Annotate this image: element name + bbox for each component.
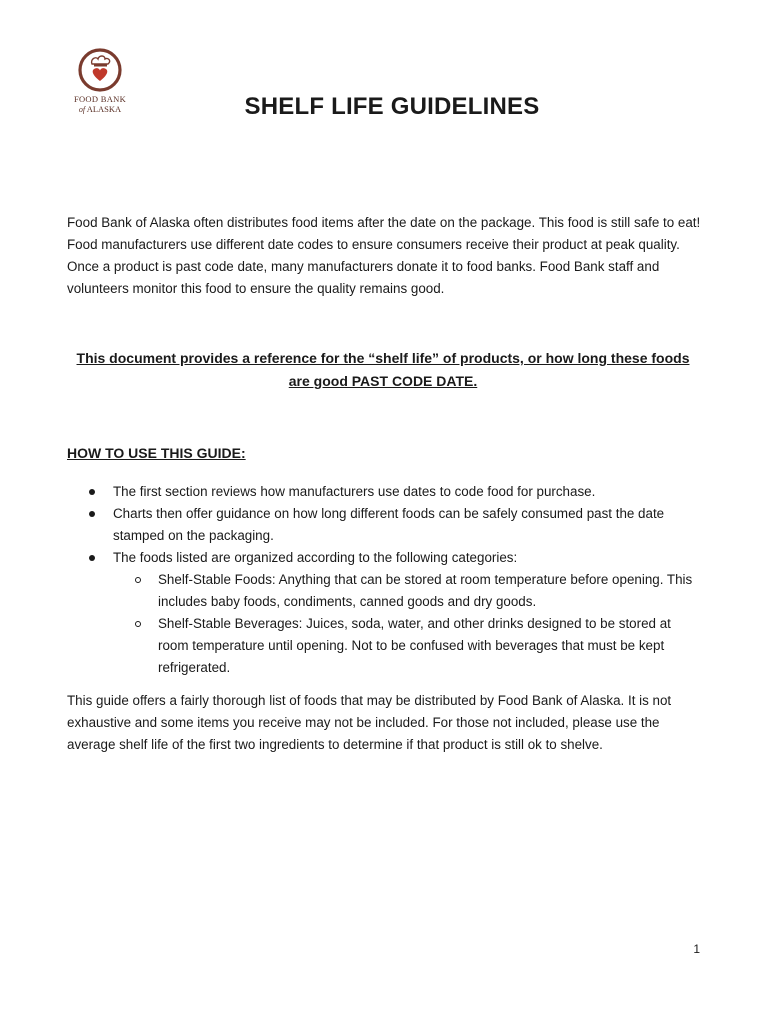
food-bank-emblem-icon xyxy=(78,48,122,92)
list-item-text: Charts then offer guidance on how long different foods can be safely consumed past the date stamped on the packaging. xyxy=(113,506,665,543)
page-title: SHELF LIFE GUIDELINES xyxy=(244,93,540,120)
bullet-icon xyxy=(89,555,95,561)
sublist-item xyxy=(113,569,703,613)
hollow-bullet-icon xyxy=(135,577,141,583)
logo-line-food-bank: FOOD BANK xyxy=(73,94,127,104)
bullet-icon xyxy=(89,489,95,495)
sublist-item xyxy=(113,613,703,679)
list-item xyxy=(67,547,703,679)
how-to-list xyxy=(67,481,703,679)
list-item xyxy=(67,503,703,547)
hollow-bullet-icon xyxy=(135,621,141,627)
shelf-life-notice: This document provides a reference for the “shelf life” of products, or how long these foods are good PAST CODE DATE. xyxy=(76,350,690,389)
sublist-item-text: Shelf-Stable Beverages: Juices, soda, water, and other drinks designed to be stored at room temperature until opening. Not to be confused with beverages that must be kept refrigerated. xyxy=(158,616,671,675)
closing-paragraph: This guide offers a fairly thorough list of foods that may be distributed by Food Bank of Alaska. It is not exhaustive and some items you receive may not be included. For those not included, please use the average shelf life of the first two ingredients to determine if that product is still ok to shelve. xyxy=(67,693,672,752)
list-item-text: The foods listed are organized according to the following categories: xyxy=(113,550,518,565)
intro-paragraph: Food Bank of Alaska often distributes food items after the date on the package. This food is still safe to eat! Food manufacturers use different date codes to ensure consumers receive their product at peak quality. Once a product is past code date, many manufacturers donate it to food banks. Food Bank staff and volunteers monitor this food to ensure the quality remains good. xyxy=(67,215,701,296)
logo-alaska: ALASKA xyxy=(86,104,122,114)
sublist-item-text: Shelf-Stable Foods: Anything that can be stored at room temperature before opening. This includes baby foods, condiments, canned goods and dry goods. xyxy=(158,572,693,609)
list-item-text: The first section reviews how manufacturers use dates to code food for purchase. xyxy=(113,484,596,499)
how-to-heading: HOW TO USE THIS GUIDE: xyxy=(67,445,246,461)
logo-of: of xyxy=(78,105,86,114)
page-number: 1 xyxy=(693,942,700,956)
category-sublist xyxy=(113,569,703,679)
list-item xyxy=(67,481,703,503)
bullet-icon xyxy=(89,511,95,517)
